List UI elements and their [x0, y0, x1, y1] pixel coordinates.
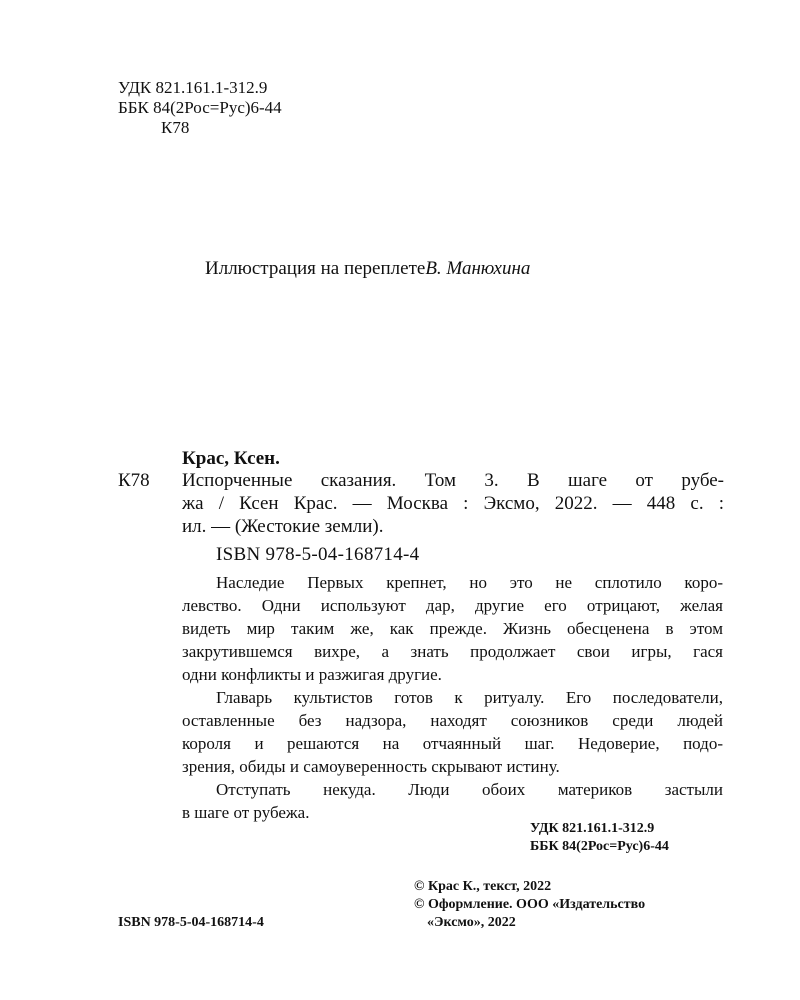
bbk-code: ББК 84(2Рос=Рус)6-44: [118, 98, 282, 117]
isbn-bottom: ISBN 978-5-04-168714-4: [118, 915, 264, 930]
annotation-line: Наследие Первых крепнет, но это не сплотило коро-: [216, 573, 723, 592]
udk-code: УДК 821.161.1-312.9: [118, 78, 268, 97]
author-sign: К78: [161, 118, 190, 137]
annotation-line: в шаге от рубежа.: [182, 803, 310, 822]
illustration-credit: [205, 258, 530, 280]
annotation-line: Отступать некуда. Люди обоих материков застыли: [216, 780, 723, 799]
top-classification-codes: [118, 78, 282, 138]
footer-bbk-code: ББК 84(2Рос=Рус)6-44: [530, 839, 669, 854]
illustration-artist: В. Манюхина: [425, 258, 531, 279]
illustration-label: Иллюстрация на переплете: [205, 258, 426, 279]
bibliographic-line: ил. — (Жестокие земли).: [182, 516, 384, 537]
footer-udk-code: УДК 821.161.1-312.9: [530, 821, 655, 836]
annotation-line: видеть мир таким же, как прежде. Жизнь обесценена в этом: [182, 619, 723, 638]
copyright-publisher: «Эксмо», 2022: [427, 915, 516, 930]
copyright-design: © Оформление. ООО «Издательство: [414, 897, 646, 912]
annotation-line: закрутившемся вихре, а знать продолжает свои игры, гася: [182, 642, 723, 661]
bibliographic-isbn: ISBN 978-5-04-168714-4: [216, 544, 420, 565]
annotation-line: одни конфликты и разжигая другие.: [182, 665, 442, 684]
annotation-line: Главарь культистов готов к ритуалу. Его последователи,: [216, 688, 723, 707]
annotation-line: короля и решаются на отчаянный шаг. Недоверие, подо-: [182, 734, 723, 753]
bibliographic-line: жа / Ксен Крас. — Москва : Эксмо, 2022. — 448 с. :: [182, 493, 724, 514]
bibliographic-author: Крас, Ксен.: [182, 448, 280, 469]
bibliographic-line: Испорченные сказания. Том 3. В шаге от рубе-: [182, 470, 724, 491]
annotation-line: зрения, обиды и самоуверенность скрывают истину.: [182, 757, 560, 776]
annotation-line: оставленные без надзора, находят союзников среди людей: [182, 711, 723, 730]
bibliographic-author-sign: К78: [118, 470, 150, 491]
copyright-text: © Крас К., текст, 2022: [414, 879, 552, 894]
annotation-line: левство. Одни используют дар, другие его отрицают, желая: [182, 596, 723, 615]
